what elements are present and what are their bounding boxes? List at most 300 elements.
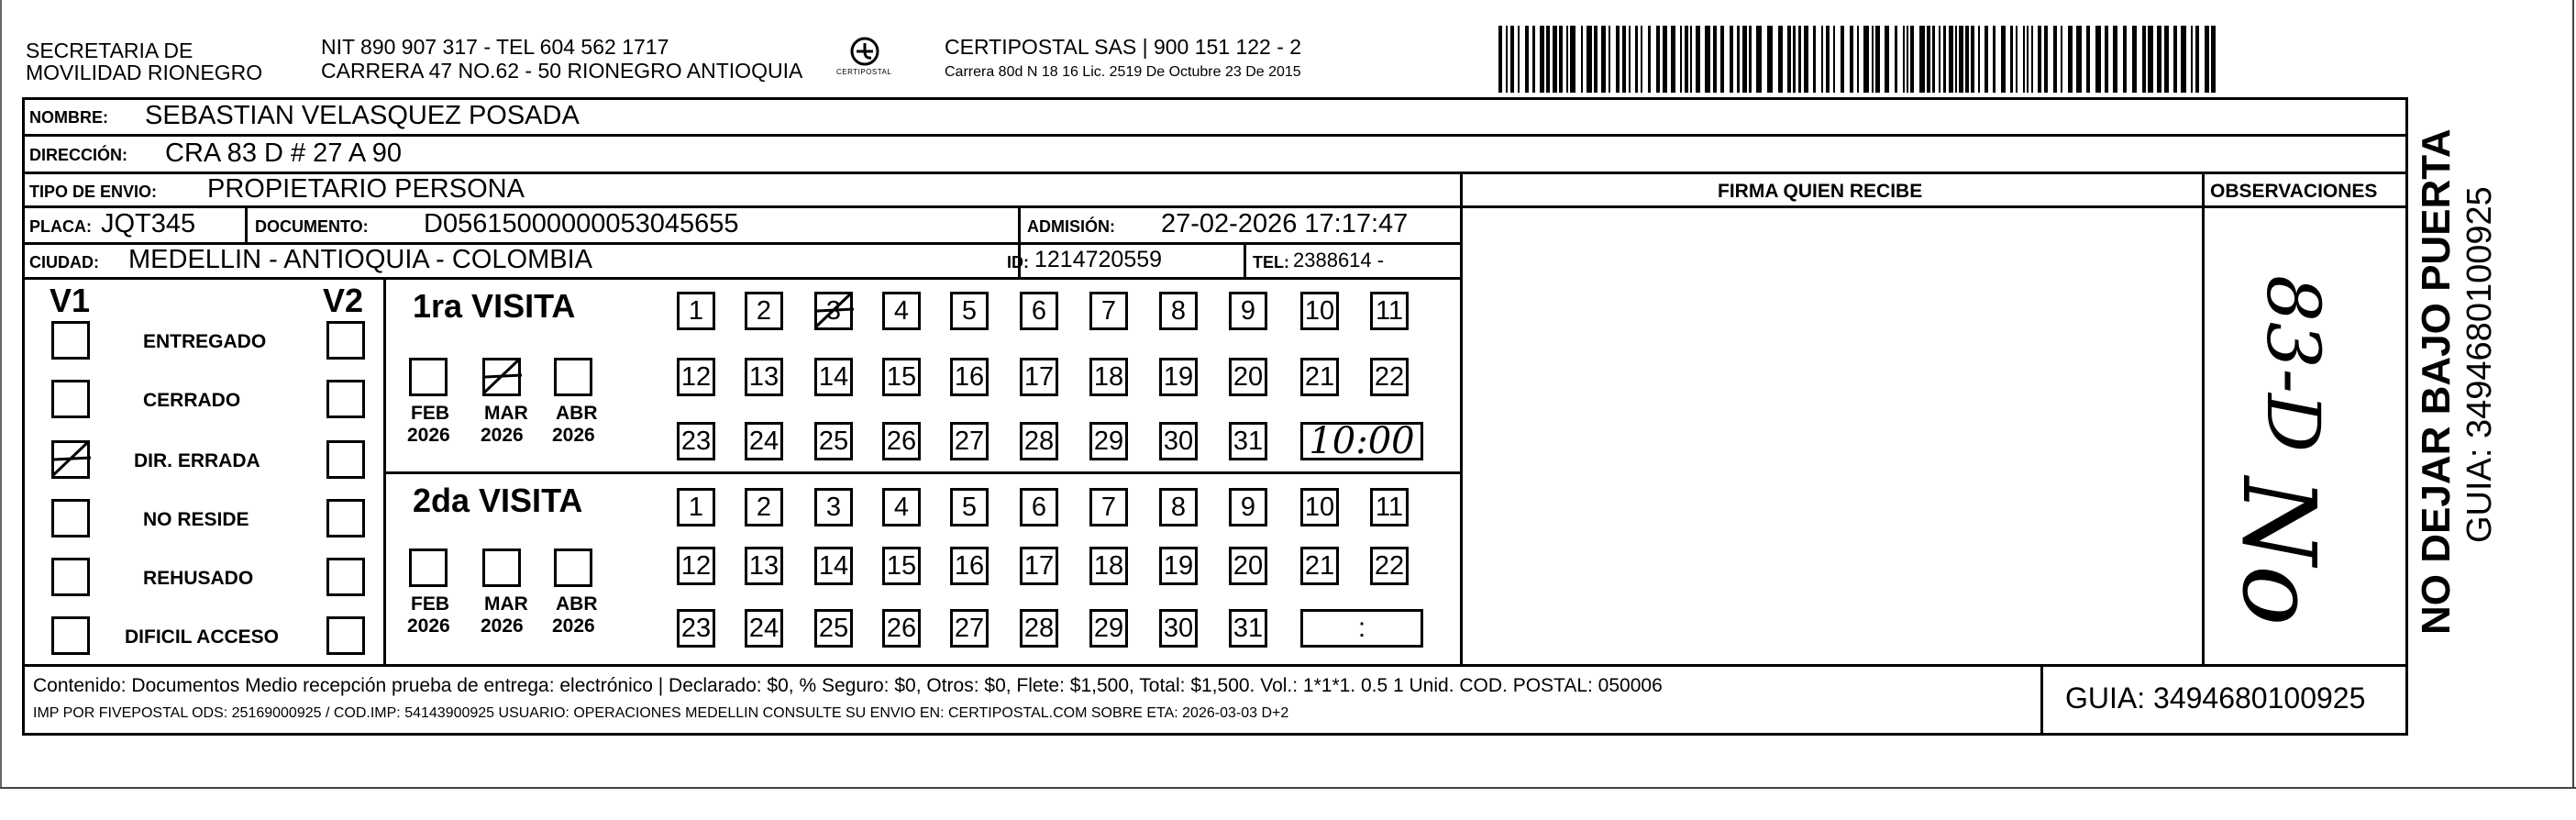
month-checkbox[interactable]	[482, 358, 521, 396]
org-name-line2: MOVILIDAD RIONEGRO	[26, 61, 263, 84]
plate-value: JQT345	[101, 209, 196, 238]
month-year: 2026	[407, 615, 450, 637]
day-box[interactable]	[1089, 292, 1128, 330]
barcode-bar	[2211, 26, 2216, 93]
day-box[interactable]	[1370, 547, 1409, 585]
day-box[interactable]	[1370, 358, 1409, 396]
frame-top	[22, 97, 2408, 100]
day-box[interactable]	[882, 609, 921, 648]
frame-left	[22, 97, 25, 736]
plate-label: PLACA:	[29, 217, 92, 236]
city-value: MEDELLIN - ANTIOQUIA - COLOMBIA	[128, 245, 592, 274]
day-box[interactable]	[1020, 292, 1058, 330]
day-number: 16	[954, 361, 985, 392]
barcode-bar	[2191, 26, 2193, 93]
day-box[interactable]	[1229, 488, 1267, 526]
day-box[interactable]	[814, 358, 853, 396]
day-box[interactable]	[1159, 422, 1198, 460]
day-number: 10	[1304, 295, 1335, 326]
day-box[interactable]	[1300, 488, 1339, 526]
status-label: DIR. ERRADA	[134, 450, 260, 471]
barcode-bar	[1506, 26, 1508, 93]
barcode-bar	[1622, 26, 1626, 93]
barcode-bar	[1919, 26, 1925, 93]
barcode-bar	[2068, 26, 2073, 93]
v1-checkbox[interactable]	[51, 499, 90, 537]
day-number: 23	[680, 613, 712, 643]
document-value: D05615000000053045655	[424, 209, 739, 238]
status-label: REHUSADO	[143, 568, 254, 589]
day-box[interactable]	[1089, 358, 1128, 396]
day-number: 24	[748, 613, 779, 643]
day-box[interactable]	[814, 547, 853, 585]
barcode-bar	[1587, 26, 1592, 93]
courier-line2: Carrera 80d N 18 16 Lic. 2519 De Octubre 23 De 2015	[945, 64, 1301, 80]
barcode-bar	[2123, 26, 2127, 93]
v2-checkbox[interactable]	[326, 321, 365, 360]
barcode-bar	[1813, 26, 1816, 93]
barcode-bar	[2142, 26, 2146, 93]
day-number: 29	[1093, 426, 1124, 456]
day-box[interactable]	[882, 488, 921, 526]
day-number: 24	[748, 426, 779, 456]
barcode-bar	[1857, 26, 1859, 93]
barcode-bar	[1720, 26, 1724, 93]
barcode-bar	[1927, 26, 1930, 93]
day-number: 31	[1233, 426, 1264, 456]
v2-checkbox[interactable]	[326, 499, 365, 537]
day-number: 21	[1304, 550, 1335, 581]
barcode-bar	[2001, 26, 2006, 93]
barcode-bar	[2157, 26, 2161, 93]
barcode-bar	[2181, 26, 2186, 93]
barcode-bar	[2095, 26, 2101, 93]
sig-header-line	[1460, 205, 2408, 208]
day-box[interactable]	[1089, 488, 1128, 526]
shipment-type-label: TIPO DE ENVIO:	[29, 183, 158, 201]
barcode-bar	[1826, 26, 1830, 93]
day-number: 21	[1304, 361, 1335, 392]
day-number: 7	[1100, 295, 1117, 326]
month-name: MAR	[484, 403, 528, 424]
day-box[interactable]	[677, 292, 715, 330]
barcode-bar	[2205, 26, 2209, 93]
v2-checkbox[interactable]	[326, 380, 365, 418]
barcode-bar	[1850, 26, 1853, 93]
barcode-bar	[1993, 26, 1996, 93]
day-box[interactable]	[814, 422, 853, 460]
courier-line1: CERTIPOSTAL SAS | 900 151 122 - 2	[945, 35, 1302, 59]
barcode-bar	[1821, 26, 1823, 93]
check-mark-icon	[478, 353, 529, 399]
plate-divider	[245, 205, 248, 243]
barcode-bar	[1767, 26, 1773, 93]
barcode-bar	[1903, 26, 1905, 93]
address-line: CARRERA 47 NO.62 - 50 RIONEGRO ANTIOQUIA	[321, 59, 803, 83]
day-box[interactable]	[1159, 488, 1198, 526]
tel-label: TEL:	[1253, 253, 1289, 271]
barcode-bar	[1863, 26, 1869, 93]
visit2-title: 2da VISITA	[413, 482, 583, 519]
barcode-bar	[1609, 26, 1610, 93]
month-checkbox[interactable]	[409, 549, 448, 587]
barcode-bar	[2023, 26, 2025, 93]
visit-time-box[interactable]	[1300, 422, 1423, 460]
day-number: 13	[748, 361, 779, 392]
barcode-bar	[1671, 26, 1675, 93]
id-label: ID:	[1007, 253, 1029, 271]
day-number: 26	[886, 426, 917, 456]
shipment-type-value: PROPIETARIO PERSONA	[207, 174, 525, 204]
month-checkbox[interactable]	[409, 358, 448, 396]
day-number: 4	[893, 492, 910, 522]
barcode-bar	[2173, 26, 2177, 93]
barcode-bar	[1705, 26, 1710, 93]
barcode-bar	[1629, 26, 1631, 93]
month-year: 2026	[407, 425, 450, 446]
day-box[interactable]	[745, 547, 783, 585]
footer-guide: GUIA: 3494680100925	[2065, 681, 2366, 715]
day-box[interactable]	[677, 422, 715, 460]
day-box[interactable]	[677, 609, 715, 648]
barcode-bar	[2164, 26, 2169, 93]
barcode-bar	[2016, 26, 2018, 93]
org-name-line1: SECRETARIA DE	[26, 39, 193, 62]
day-number: 7	[1100, 492, 1117, 522]
barcode-bar	[1559, 26, 1563, 93]
day-number: 19	[1163, 361, 1194, 392]
barcode-bar	[1601, 26, 1606, 93]
v2-checkbox[interactable]	[326, 440, 365, 479]
day-number: 11	[1375, 492, 1404, 522]
certipostal-logo	[836, 33, 893, 88]
barcode-bar	[1833, 26, 1835, 93]
observations-header: OBSERVACIONES	[2210, 181, 2378, 202]
barcode-bar	[1978, 26, 1980, 93]
frame-right	[2405, 174, 2408, 736]
day-box[interactable]	[814, 292, 853, 330]
day-number: 8	[1170, 492, 1187, 522]
day-number: 30	[1163, 613, 1194, 643]
status-label: CERRADO	[143, 390, 241, 411]
day-number: 3	[825, 492, 842, 522]
barcode-bar	[2053, 26, 2057, 93]
month-name: MAR	[484, 593, 528, 615]
month-checkbox[interactable]	[554, 549, 592, 587]
day-box[interactable]	[1229, 422, 1267, 460]
day-number: 29	[1093, 613, 1124, 643]
month-year: 2026	[552, 615, 595, 637]
barcode-bar	[1525, 26, 1529, 93]
day-box[interactable]	[677, 547, 715, 585]
day-box[interactable]	[745, 422, 783, 460]
day-box[interactable]	[745, 292, 783, 330]
status-label: NO RESIDE	[143, 509, 249, 530]
id-value: 1214720559	[1034, 247, 1163, 272]
day-box[interactable]	[1089, 609, 1128, 648]
barcode-bar	[1959, 26, 1963, 93]
day-box[interactable]	[1089, 547, 1128, 585]
barcode-bar	[1566, 26, 1568, 93]
barcode-bar	[1581, 26, 1583, 93]
barcode-bar	[1641, 26, 1642, 93]
barcode-bar	[1793, 26, 1796, 93]
day-box[interactable]	[677, 358, 715, 396]
row-sep-footer	[22, 664, 2408, 667]
sheet-edge-left	[0, 0, 2, 789]
day-number: 17	[1023, 550, 1055, 581]
day-box[interactable]	[1159, 609, 1198, 648]
barcode-bar	[1510, 26, 1514, 93]
day-box[interactable]	[1159, 358, 1198, 396]
name-label: NOMBRE:	[29, 108, 108, 127]
day-number: 2	[756, 492, 772, 522]
certipostal-logo-icon	[836, 33, 893, 88]
barcode-bar	[1730, 26, 1733, 93]
tel-divider	[1244, 242, 1246, 279]
barcode-bar	[1971, 26, 1974, 93]
day-number: 12	[680, 550, 712, 581]
barcode-bar	[1798, 26, 1801, 93]
day-number: 4	[893, 295, 910, 326]
day-number: 11	[1375, 295, 1404, 326]
barcode-bar	[2076, 26, 2082, 93]
day-number: 14	[818, 550, 849, 581]
barcode-bar	[1680, 26, 1682, 93]
v1-checkbox[interactable]	[51, 440, 90, 479]
day-box[interactable]	[950, 488, 989, 526]
check-mark-icon	[47, 436, 98, 482]
address-value: CRA 83 D # 27 A 90	[165, 139, 402, 168]
day-number: 27	[954, 613, 985, 643]
month-name: FEB	[411, 403, 449, 424]
month-year: 2026	[481, 425, 524, 446]
month-year: 2026	[481, 615, 524, 637]
month-checkbox[interactable]	[554, 358, 592, 396]
day-box[interactable]	[1229, 292, 1267, 330]
day-number: 28	[1023, 426, 1055, 456]
barcode-bar	[1872, 26, 1874, 93]
day-number: 16	[954, 550, 985, 581]
day-box[interactable]	[745, 358, 783, 396]
day-box[interactable]	[1020, 358, 1058, 396]
barcode-bar	[1895, 26, 1897, 93]
day-number: 13	[748, 550, 779, 581]
barcode-bar	[1532, 26, 1535, 93]
day-box[interactable]	[882, 422, 921, 460]
day-box[interactable]	[1020, 488, 1058, 526]
day-number: 2	[756, 295, 772, 326]
barcode	[1498, 0, 2223, 101]
sheet-edge-bottom	[0, 787, 2576, 789]
day-number: 28	[1023, 613, 1055, 643]
day-number: 6	[1031, 295, 1047, 326]
barcode-bar	[1696, 26, 1700, 93]
day-box[interactable]	[1229, 609, 1267, 648]
address-label: DIRECCIÓN:	[29, 146, 127, 164]
barcode-bar	[2061, 26, 2062, 93]
row-sep-3	[22, 205, 1462, 208]
barcode-bar	[2148, 26, 2153, 93]
day-box[interactable]	[882, 358, 921, 396]
signature-header: FIRMA QUIEN RECIBE	[1718, 181, 1923, 202]
barcode-bar	[1910, 26, 1914, 93]
day-box[interactable]	[950, 292, 989, 330]
visit-mid-line	[383, 471, 1462, 474]
month-checkbox[interactable]	[482, 549, 521, 587]
day-box[interactable]	[745, 488, 783, 526]
day-box[interactable]	[1159, 292, 1198, 330]
day-number: 27	[954, 426, 985, 456]
day-box[interactable]	[1159, 547, 1198, 585]
day-number: 9	[1240, 295, 1256, 326]
v1-label: V1	[50, 282, 91, 319]
status-label: ENTREGADO	[143, 331, 267, 352]
v1-checkbox[interactable]	[51, 616, 90, 655]
barcode-bar	[1787, 26, 1791, 93]
day-number: 22	[1374, 550, 1405, 581]
barcode-bar	[1841, 26, 1844, 93]
barcode-bar	[1685, 26, 1688, 93]
day-number: 22	[1374, 361, 1405, 392]
day-box[interactable]	[1370, 488, 1409, 526]
barcode-bar	[1756, 26, 1762, 93]
day-number: 23	[680, 426, 712, 456]
admission-label: ADMISIÓN:	[1027, 217, 1115, 236]
day-box[interactable]	[1020, 547, 1058, 585]
day-box[interactable]	[1089, 422, 1128, 460]
day-number: 3	[825, 295, 842, 326]
footer-print-info: IMP POR FIVEPOSTAL ODS: 25169000925 / COD.IMP: 54143900925 USUARIO: OPERACIONES MEDELLIN CONSULTE SU ENVIO EN: CERTIPOSTAL.COM SOBRE ETA: 2026-03-03 D+2	[33, 705, 1289, 721]
observations-handwritten-bottom: No	[2220, 477, 2338, 626]
nit-line: NIT 890 907 317 - TEL 604 562 1717	[321, 35, 669, 59]
observations-handwritten-top: 83-D	[2250, 275, 2336, 452]
name-value: SEBASTIAN VELASQUEZ POSADA	[145, 101, 580, 130]
v2-checkbox[interactable]	[326, 616, 365, 655]
barcode-bar	[1885, 26, 1889, 93]
footer-guide-divider	[2040, 664, 2043, 736]
barcode-bar	[1955, 26, 1957, 93]
day-number: 25	[818, 426, 849, 456]
day-box[interactable]	[1020, 422, 1058, 460]
day-box[interactable]	[1370, 292, 1409, 330]
barcode-bar	[2195, 26, 2199, 93]
barcode-bar	[2086, 26, 2090, 93]
barcode-bar	[1939, 26, 1940, 93]
day-number: 18	[1093, 361, 1124, 392]
barcode-bar	[1932, 26, 1935, 93]
day-number: 14	[818, 361, 849, 392]
barcode-bar	[1616, 26, 1620, 93]
month-name: ABR	[556, 593, 598, 615]
day-number: 30	[1163, 426, 1194, 456]
barcode-bar	[1749, 26, 1752, 93]
admission-value: 27-02-2026 17:17:47	[1161, 209, 1409, 238]
barcode-bar	[2132, 26, 2137, 93]
day-number: 10	[1304, 492, 1335, 522]
day-box[interactable]	[814, 488, 853, 526]
day-box[interactable]	[1229, 547, 1267, 585]
barcode-bar	[1635, 26, 1638, 93]
day-number: 1	[688, 295, 704, 326]
barcode-bar	[1965, 26, 1969, 93]
day-number: 5	[961, 492, 978, 522]
barcode-bar	[1648, 26, 1651, 93]
day-number: 8	[1170, 295, 1187, 326]
day-box[interactable]	[1229, 358, 1267, 396]
barcode-bar	[2031, 26, 2033, 93]
visit-time-box[interactable]	[1300, 609, 1423, 648]
day-box[interactable]	[882, 292, 921, 330]
barcode-bar	[1656, 26, 1660, 93]
day-number: 26	[886, 613, 917, 643]
day-number: 19	[1163, 550, 1194, 581]
v1-checkbox[interactable]	[51, 321, 90, 360]
day-number: 25	[818, 613, 849, 643]
logo-text: CERTIPOSTAL	[836, 68, 892, 76]
barcode-bar	[1778, 26, 1783, 93]
day-number: 6	[1031, 492, 1047, 522]
tel-value: 2388614 -	[1293, 249, 1385, 271]
barcode-bar	[1875, 26, 1880, 93]
day-number: 9	[1240, 492, 1256, 522]
day-number: 20	[1233, 550, 1264, 581]
barcode-bar	[1690, 26, 1692, 93]
month-name: ABR	[556, 403, 598, 424]
barcode-bar	[1742, 26, 1747, 93]
month-name: FEB	[411, 593, 449, 615]
visit-time-value: 10:00	[1309, 420, 1415, 462]
row-sep-1	[22, 134, 2408, 137]
visit1-title: 1ra VISITA	[413, 287, 576, 325]
v1-checkbox[interactable]	[51, 558, 90, 596]
day-box[interactable]	[950, 422, 989, 460]
sheet-edge-right	[2572, 0, 2574, 789]
day-box[interactable]	[814, 609, 853, 648]
barcode-bar	[1553, 26, 1557, 93]
day-box[interactable]	[745, 609, 783, 648]
barcode-bar	[2038, 26, 2041, 93]
day-number: 20	[1233, 361, 1264, 392]
day-box[interactable]	[1300, 358, 1339, 396]
day-box[interactable]	[677, 488, 715, 526]
barcode-bar	[1546, 26, 1550, 93]
v1-checkbox[interactable]	[51, 380, 90, 418]
barcode-bar	[1713, 26, 1717, 93]
day-box[interactable]	[1300, 547, 1339, 585]
side-guide: GUIA: 3494680100925	[2460, 186, 2499, 543]
barcode-bar	[1540, 26, 1544, 93]
barcode-bar	[1498, 26, 1502, 93]
day-box[interactable]	[950, 609, 989, 648]
day-box[interactable]	[1300, 292, 1339, 330]
v2-checkbox[interactable]	[326, 558, 365, 596]
document-label: DOCUMENTO:	[255, 217, 369, 236]
day-box[interactable]	[1020, 609, 1058, 648]
barcode-bar	[1663, 26, 1667, 93]
barcode-bar	[1570, 26, 1575, 93]
day-box[interactable]	[950, 547, 989, 585]
day-number: 17	[1023, 361, 1055, 392]
barcode-bar	[1804, 26, 1808, 93]
barcode-bar	[1949, 26, 1953, 93]
day-box[interactable]	[882, 547, 921, 585]
footer-content: Contenido: Documentos Medio recepción prueba de entrega: electrónico | Declarado: $0, % Seguro: $0, Otros: $0, Flete: $1,500, Total: $1,500. Vol.: 1*1*1. 0.5 1 Unid. COD. POSTAL: 050006	[33, 675, 1663, 696]
day-box[interactable]	[950, 358, 989, 396]
barcode-bar	[1737, 26, 1740, 93]
barcode-bar	[2044, 26, 2048, 93]
v2-label: V2	[323, 282, 364, 319]
